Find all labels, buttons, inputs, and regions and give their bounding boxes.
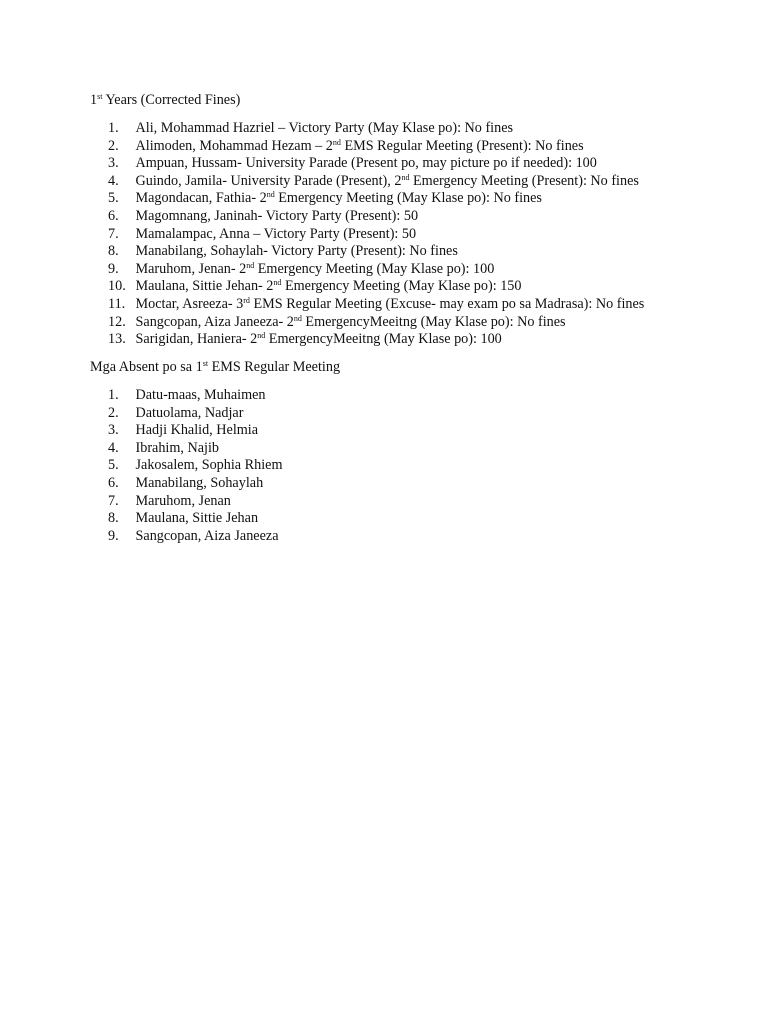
list-item-text-main: Manabilang, Sohaylah [135, 474, 264, 491]
list-item-text [136, 528, 279, 546]
list-item-text-main: Magondacan, Fathia- 2 [135, 190, 267, 207]
list-item-text-main: Jakosalem, Sophia Rhiem [135, 457, 283, 474]
heading-superscript: st [97, 92, 103, 101]
list-item-text-main: Datu-maas, Muhaimen [135, 387, 266, 403]
list-item-text [136, 173, 639, 191]
list-item-text-main: Maruhom, Jenan [135, 492, 231, 509]
ordinal-superscript: nd [246, 260, 255, 270]
list-item-text [136, 475, 264, 493]
list-item-number: 2. [108, 404, 119, 421]
list-item-text-main: Mamalampac, Anna – Victory Party (Present): 50 [135, 225, 417, 242]
list-item-text [136, 493, 231, 511]
list-item-text [136, 208, 419, 226]
list-item-text-rest: EMS Regular Meeting (Excuse- may exam po sa Madrasa): No fines [249, 295, 645, 312]
ordinal-superscript: rd [243, 295, 250, 305]
list-item-text-main: Ali, Mohammad Hazriel – Victory Party (May Klase po): No fines [135, 120, 514, 136]
heading-text: Years (Corrected Fines) [102, 92, 241, 108]
list-item-text-rest: Emergency Meeting (May Klase po): 100 [254, 260, 495, 277]
list-item-text [136, 405, 244, 423]
list-item-number: 1. [108, 120, 119, 136]
list-item-number: 8. [108, 510, 119, 527]
list-item-number: 12. [108, 313, 126, 330]
list-item-text-rest: EMS Regular Meeting (Present): No fines [340, 137, 584, 154]
list-item-text-rest: EmergencyMeeitng (May Klase po): 100 [265, 331, 502, 348]
list-item-text-main: Manabilang, Sohaylah- Victory Party (Present): No fines [135, 243, 458, 260]
list-item-text-main: Maruhom, Jenan- 2 [135, 260, 247, 277]
list-item-text [136, 138, 584, 156]
heading-superscript: st [202, 359, 209, 368]
list-item-text-main: Hadji Khalid, Helmia [135, 422, 259, 439]
ordinal-superscript: nd [257, 331, 266, 341]
list-item-text [136, 190, 542, 208]
list-item-text [136, 296, 645, 314]
list-item-number: 11. [108, 295, 126, 312]
list-item-number: 9. [108, 527, 119, 544]
list-item-text-main: Magomnang, Janinah- Victory Party (Present): 50 [135, 207, 419, 224]
list-item-text-main: Sangcopan, Aiza Janeeza- 2 [135, 313, 294, 330]
list-item-number: 3. [108, 422, 119, 439]
list-item-number: 7. [108, 492, 119, 509]
ordinal-superscript: nd [266, 190, 275, 200]
heading-text: 1 [90, 92, 98, 108]
list-item-text [136, 226, 417, 244]
list-item-text-main: Ampuan, Hussam- University Parade (Present po, may picture po if needed): 100 [135, 155, 597, 172]
list-item-text-rest: Emergency Meeting (May Klase po): 150 [281, 278, 522, 295]
list-item-number: 4. [108, 439, 119, 456]
list-item-text [136, 457, 283, 475]
list-item-number: 7. [108, 225, 119, 242]
list-item-text-main: Maulana, Sittie Jehan [135, 510, 259, 527]
list-item-text-main: Maulana, Sittie Jehan- 2 [135, 278, 274, 295]
list-item-number: 4. [108, 172, 119, 189]
list-item-text [136, 331, 502, 349]
list-item-text [136, 120, 514, 138]
list-item-number: 6. [108, 207, 119, 224]
list-item-number: 10. [108, 278, 126, 295]
list-item-text [136, 440, 220, 458]
list-item-text-main: Ibrahim, Najib [135, 439, 220, 456]
list-item-text-main: Alimoden, Mohammad Hezam – 2 [135, 137, 333, 154]
list-item-text [136, 261, 495, 279]
list-item-text-rest: EmergencyMeeitng (May Klase po): No fines [301, 313, 566, 330]
list-item-number: 9. [108, 260, 119, 277]
list-item-text-main: Moctar, Asreeza- 3 [135, 295, 244, 312]
list-item-text [136, 243, 458, 261]
list-item-number: 5. [108, 457, 119, 474]
list-item-text [136, 155, 597, 173]
list-item-text [136, 387, 266, 405]
list-item-text-main: Guindo, Jamila- University Parade (Present), 2 [135, 172, 402, 189]
list-item-text-main: Sangcopan, Aiza Janeeza [135, 527, 279, 544]
list-item-number: 3. [108, 155, 119, 172]
ordinal-superscript: nd [332, 137, 341, 147]
list-item-text-rest: Emergency Meeting (Present): No fines [409, 172, 639, 189]
list-item-number: 2. [108, 137, 119, 154]
list-item-text [136, 314, 566, 332]
heading-text: EMS Regular Meeting [208, 359, 341, 375]
list-item-number: 6. [108, 474, 119, 491]
list-item-number: 13. [108, 331, 126, 348]
list-item-number: 8. [108, 243, 119, 260]
section-heading-absentees [90, 359, 340, 377]
ordinal-superscript: nd [273, 278, 282, 288]
list-item-text-rest: Emergency Meeting (May Klase po): No fines [274, 190, 542, 207]
heading-text: Mga Absent po sa 1 [90, 359, 203, 375]
list-item-text [136, 510, 259, 528]
section-heading-corrected-fines [90, 92, 240, 110]
list-item-number: 5. [108, 190, 119, 207]
list-item-text [136, 422, 259, 440]
list-item-text-main: Datuolama, Nadjar [135, 404, 244, 421]
ordinal-superscript: nd [401, 172, 410, 182]
list-item-number: 1. [108, 387, 119, 403]
list-item-text-main: Sarigidan, Haniera- 2 [135, 331, 258, 348]
list-item-text [136, 278, 522, 296]
ordinal-superscript: nd [293, 313, 302, 323]
